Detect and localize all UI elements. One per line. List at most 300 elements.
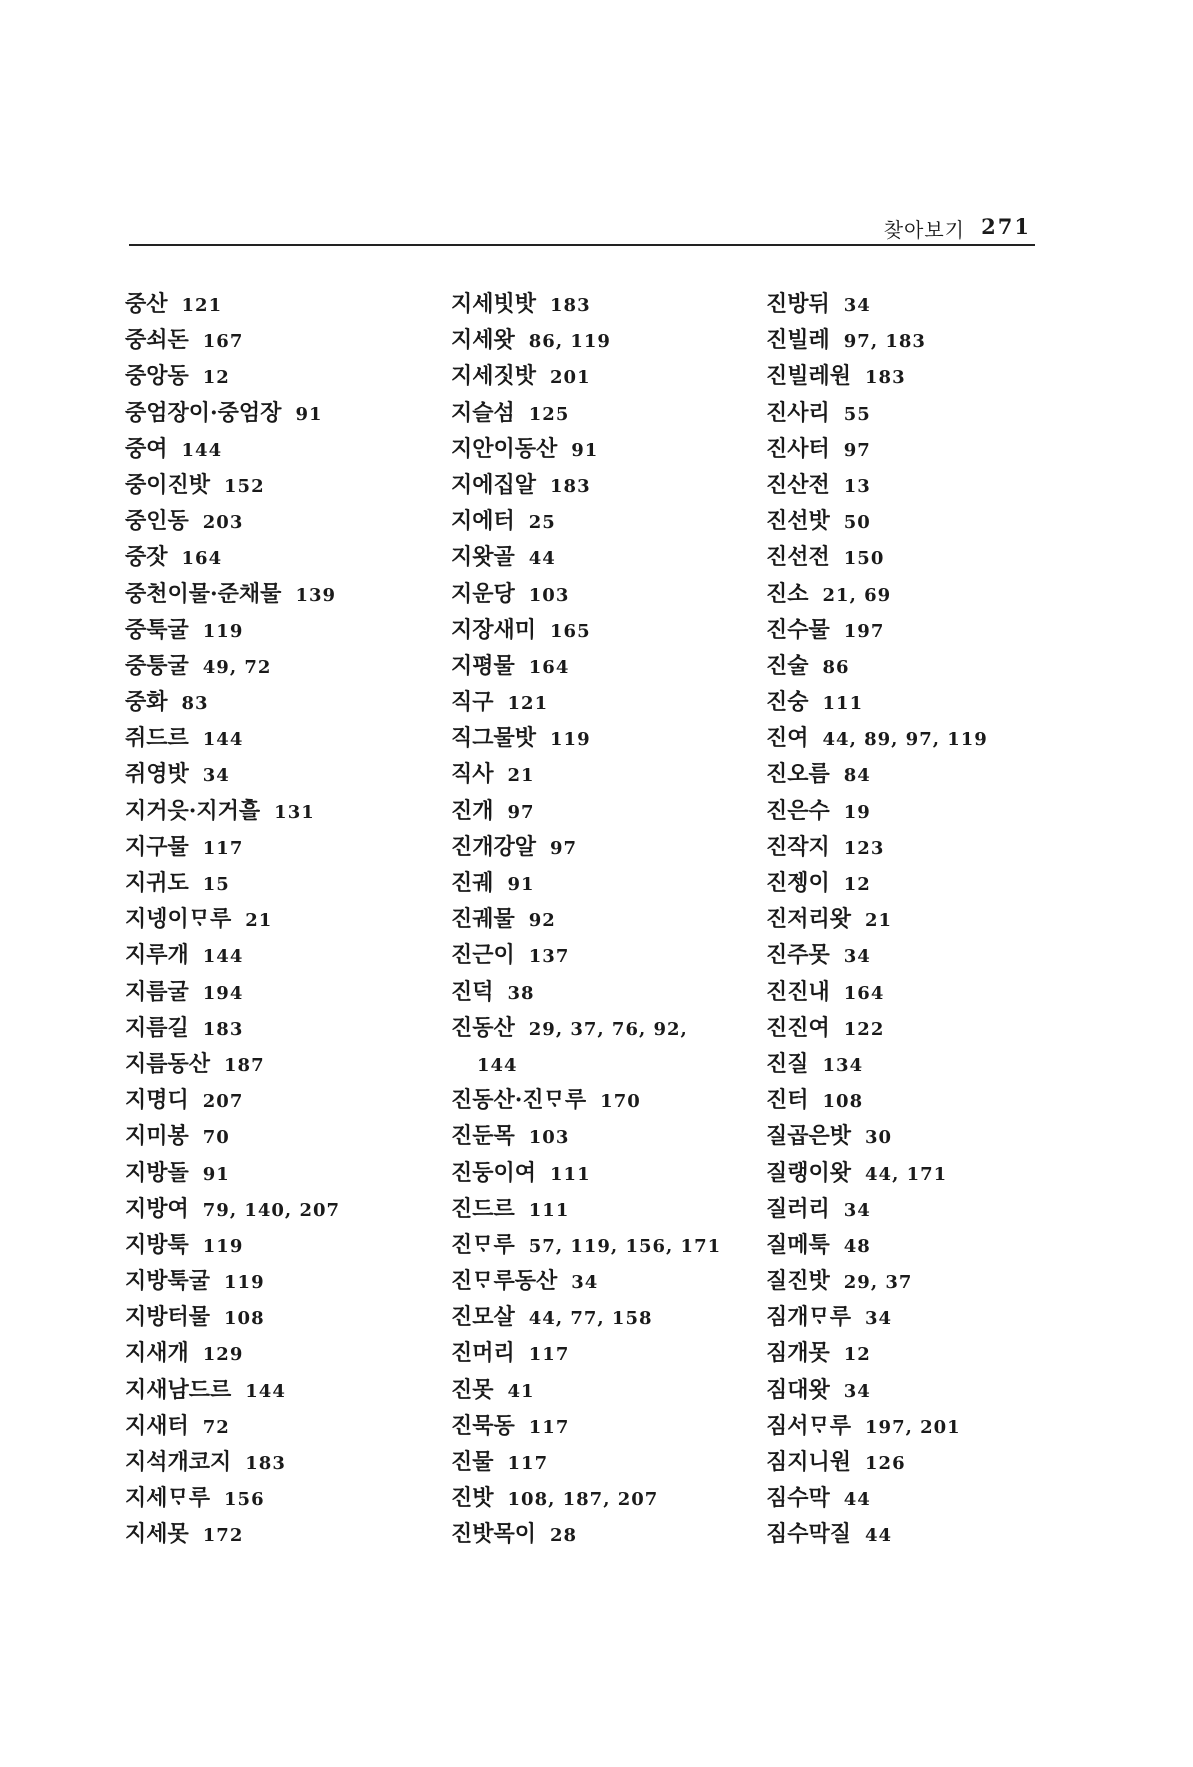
index-column-2: [451, 286, 761, 1553]
index-term: 지새터: [125, 1412, 189, 1439]
index-term: 진ᄆᆞ루: [451, 1231, 515, 1258]
index-term: 중인동: [125, 508, 189, 535]
index-entry: [125, 1335, 425, 1371]
index-term: 지름굴: [125, 978, 189, 1005]
index-pages: 197, 201: [865, 1416, 961, 1438]
index-pages: 108: [224, 1308, 265, 1330]
index-entry: [125, 1082, 425, 1118]
index-pages: 92: [528, 910, 556, 932]
index-entry: [125, 1227, 425, 1263]
index-pages: 21: [245, 910, 273, 932]
index-term: 진드르: [451, 1195, 515, 1222]
index-pages: 144: [202, 729, 244, 751]
index-entry: [766, 1155, 1046, 1191]
index-entry: [766, 974, 1046, 1010]
index-entry: [125, 1046, 425, 1082]
index-pages: 44: [843, 1489, 871, 1511]
index-entry: [451, 684, 761, 720]
index-entry: [766, 612, 1046, 648]
index-entry: [125, 865, 425, 901]
index-entry: [125, 612, 425, 648]
index-term: 진궤물: [451, 906, 515, 933]
index-pages: 44, 171: [865, 1163, 948, 1185]
index-entry: [766, 431, 1046, 467]
index-entry: [451, 1408, 761, 1444]
index-entry: [451, 974, 761, 1010]
index-entry: [766, 720, 1046, 756]
index-pages: 34: [865, 1308, 893, 1330]
index-pages: 131: [274, 801, 315, 823]
index-pages: 29, 37: [843, 1272, 913, 1294]
index-term: 지세못: [125, 1521, 189, 1548]
index-pages: 97: [550, 837, 578, 859]
index-pages: 150: [843, 548, 885, 570]
index-pages: 117: [528, 1344, 570, 1366]
index-term: 진진여: [766, 1014, 830, 1041]
index-entry: [451, 431, 761, 467]
index-pages: 139: [295, 584, 337, 606]
index-term: 진둥이여: [451, 1159, 537, 1186]
index-pages: 121: [507, 693, 549, 715]
index-term: 지넹이ᄆᆞ루: [125, 906, 232, 933]
index-pages: 108, 187, 207: [507, 1489, 659, 1511]
index-entry: [451, 1299, 761, 1335]
index-term: 지세빗밧: [451, 291, 537, 317]
index-term: 진젱이: [766, 870, 830, 896]
index-pages: 84: [843, 765, 871, 787]
index-entry: [451, 322, 761, 358]
index-entry: [766, 503, 1046, 539]
index-entry: [766, 1227, 1046, 1263]
index-pages: 152: [224, 475, 265, 497]
index-entry: [125, 431, 425, 467]
index-entry: [451, 865, 761, 901]
index-pages: 86, 119: [528, 331, 611, 353]
index-entry: [451, 1480, 761, 1516]
index-entry: [125, 1263, 425, 1299]
index-entry: [766, 793, 1046, 829]
index-entry: [766, 539, 1046, 575]
index-pages: 119: [550, 729, 591, 751]
index-pages: 164: [843, 982, 885, 1004]
index-term: 진은수: [766, 797, 830, 824]
index-entry: [451, 358, 761, 394]
index-entry: [451, 1046, 761, 1082]
index-pages: 44: [528, 548, 556, 570]
index-pages: 21, 69: [822, 584, 892, 606]
index-pages: 25: [528, 512, 556, 534]
index-entry: [766, 1372, 1046, 1408]
index-term: 진둔목: [451, 1123, 515, 1150]
index-entry: [451, 1372, 761, 1408]
index-pages: 164: [528, 656, 570, 678]
index-pages: 134: [822, 1054, 864, 1076]
index-term: 진ᄆᆞ루동산: [451, 1268, 558, 1295]
index-pages: 203: [202, 512, 244, 534]
index-pages: 207: [202, 1091, 244, 1113]
index-entry: [125, 1372, 425, 1408]
index-pages: 91: [571, 439, 599, 461]
index-entry: [451, 756, 761, 792]
index-entry: [125, 1444, 425, 1480]
index-pages: 97: [843, 439, 871, 461]
index-term: 지에집알: [451, 471, 537, 498]
index-pages: 125: [528, 403, 570, 425]
index-term: 중화: [125, 689, 168, 716]
index-term: 지구물: [125, 833, 189, 860]
index-entry: [451, 1010, 761, 1046]
index-pages: 172: [202, 1525, 244, 1547]
index-term: 지세왓: [451, 327, 515, 354]
index-entry: [451, 1335, 761, 1371]
index-term: 지에터: [451, 508, 515, 535]
index-term: 진빌레: [766, 327, 830, 354]
index-term: 진동산·진ᄆᆞ루: [451, 1087, 587, 1114]
index-term: 지름동산: [125, 1050, 211, 1077]
index-pages: 34: [843, 1380, 871, 1402]
index-entry: [125, 1155, 425, 1191]
index-pages: 122: [843, 1018, 885, 1040]
index-pages: 34: [843, 946, 871, 968]
index-term: 진질: [766, 1050, 809, 1077]
index-term: 중퉁굴: [125, 652, 189, 679]
index-term: 지새개: [125, 1340, 189, 1367]
index-pages: 201: [550, 367, 591, 389]
index-term: 진주못: [766, 942, 830, 969]
index-entry: [125, 1010, 425, 1046]
index-entry: [451, 1118, 761, 1154]
index-entry: [451, 395, 761, 431]
index-entry: [451, 1444, 761, 1480]
index-term: 진저리왓: [766, 906, 852, 933]
index-term: 진근이: [451, 942, 515, 969]
index-pages: 55: [843, 403, 871, 425]
index-entry: [125, 539, 425, 575]
index-pages: 167: [202, 331, 244, 353]
index-entry: [451, 720, 761, 756]
index-pages: 19: [843, 801, 871, 823]
index-term: 진궤: [451, 870, 494, 896]
index-term: 직구: [451, 689, 494, 716]
index-term: 진터: [766, 1087, 809, 1114]
index-term: 지장새미: [451, 616, 537, 643]
index-column-1: [125, 286, 425, 1553]
index-entry: [125, 576, 425, 612]
index-term: 진빌레원: [766, 363, 852, 390]
index-term: 짐개못: [766, 1340, 830, 1367]
index-entry: [125, 1480, 425, 1516]
index-pages: 119: [202, 1235, 244, 1257]
index-entry: [766, 395, 1046, 431]
index-pages: 187: [224, 1054, 265, 1076]
index-entry: [125, 648, 425, 684]
index-entry: [125, 358, 425, 394]
index-term: 지방여: [125, 1195, 189, 1222]
index-pages: 57, 119, 156, 171: [528, 1235, 722, 1257]
index-entry: [766, 467, 1046, 503]
index-entry: [766, 1444, 1046, 1480]
index-pages: 144: [245, 1380, 286, 1402]
index-pages: 34: [202, 765, 230, 787]
index-entry: [451, 576, 761, 612]
index-pages: 50: [843, 512, 871, 534]
index-entry: [766, 1010, 1046, 1046]
index-term: 지평물: [451, 652, 515, 679]
index-term: 지세짓밧: [451, 363, 537, 390]
index-term: 진모살: [451, 1304, 515, 1331]
index-entry: [766, 286, 1046, 322]
index-entry: [766, 358, 1046, 394]
index-entry: [766, 1335, 1046, 1371]
index-term: 지명디: [125, 1087, 189, 1114]
index-term: 진동산: [451, 1014, 515, 1041]
index-entry: [125, 1118, 425, 1154]
index-entry: [125, 720, 425, 756]
index-entry: [766, 684, 1046, 720]
index-pages: 21: [507, 765, 535, 787]
index-term: 진여: [766, 725, 809, 752]
index-pages: 41: [507, 1380, 535, 1402]
index-entry: [451, 286, 761, 322]
index-entry: [766, 756, 1046, 792]
index-pages: 103: [528, 1127, 570, 1149]
index-term: 짐개ᄆᆞ루: [766, 1304, 852, 1331]
index-pages: 86: [822, 656, 850, 678]
index-term: 진사터: [766, 435, 830, 462]
index-term: 진사리: [766, 399, 830, 426]
index-term: 짐대왓: [766, 1376, 830, 1403]
index-pages: 44, 89, 97, 119: [822, 729, 988, 751]
index-term: 지석개코지: [125, 1449, 232, 1475]
index-pages: 108: [822, 1091, 864, 1113]
index-term: 진오름: [766, 761, 830, 788]
index-term: 진밧목이: [451, 1521, 537, 1548]
index-term: 중천이물·준채물: [125, 580, 282, 607]
index-entry: [125, 286, 425, 322]
index-pages: 70: [202, 1127, 230, 1149]
index-entry: [451, 937, 761, 973]
index-term: 지름길: [125, 1014, 189, 1041]
index-pages: 13: [843, 475, 871, 497]
index-entry: [125, 974, 425, 1010]
index-pages: 79, 140, 207: [202, 1199, 341, 1221]
index-entry: [451, 539, 761, 575]
index-entry: [451, 1516, 761, 1552]
index-entry: [766, 1480, 1046, 1516]
index-pages: 30: [865, 1127, 893, 1149]
index-entry: [766, 1516, 1046, 1552]
index-entry: [451, 1191, 761, 1227]
running-title: 찾아보기: [883, 218, 965, 242]
index-term: 지안이동산: [451, 435, 558, 462]
index-term: 질곱은밧: [766, 1123, 852, 1150]
index-pages: 103: [528, 584, 570, 606]
index-term: 중툭굴: [125, 616, 189, 643]
index-term: 직그물밧: [451, 725, 537, 752]
index-term: 진묵동: [451, 1412, 515, 1439]
index-term: 쥐드르: [125, 725, 189, 752]
index-term: 직사: [451, 761, 494, 788]
index-pages: 183: [550, 295, 591, 316]
index-pages: 34: [843, 295, 871, 316]
index-pages: 97: [507, 801, 535, 823]
index-term: 지슬섬: [451, 399, 515, 426]
index-pages: 129: [202, 1344, 244, 1366]
index-entry: [766, 1046, 1046, 1082]
index-term: 중앙동: [125, 363, 189, 390]
index-entry: [125, 1516, 425, 1552]
index-entry: [125, 1191, 425, 1227]
index-term: 진선전: [766, 544, 830, 571]
index-pages: 21: [865, 910, 893, 932]
index-term: 지방터물: [125, 1304, 211, 1331]
index-entry: [125, 322, 425, 358]
index-pages: 183: [202, 1018, 244, 1040]
index-pages: 15: [202, 874, 230, 895]
index-term: 진물: [451, 1449, 494, 1475]
index-entry: [766, 648, 1046, 684]
index-pages: 165: [550, 620, 591, 642]
index-term: 진수물: [766, 616, 830, 643]
index-entry: [125, 395, 425, 431]
index-pages: 49, 72: [202, 656, 272, 678]
index-term: 중이진밧: [125, 471, 211, 498]
index-term: 지새남드르: [125, 1376, 232, 1403]
index-entry: [451, 1227, 761, 1263]
index-pages: 170: [600, 1091, 641, 1113]
index-term: 지방툭굴: [125, 1268, 211, 1295]
index-entry: [766, 1191, 1046, 1227]
index-term: 짐서ᄆᆞ루: [766, 1412, 852, 1439]
index-term: 지세ᄆᆞ루: [125, 1485, 211, 1512]
index-entry: [766, 937, 1046, 973]
index-pages: 44, 77, 158: [528, 1308, 653, 1330]
index-entry: [766, 576, 1046, 612]
index-term: 진덕: [451, 978, 494, 1005]
index-pages: 117: [202, 837, 244, 859]
index-pages: 111: [822, 693, 864, 715]
index-term: 중잣: [125, 544, 168, 571]
index-entry: [125, 901, 425, 937]
index-entry: [766, 1299, 1046, 1335]
index-pages: 126: [865, 1453, 906, 1474]
index-term: 진산전: [766, 471, 830, 498]
index-entry: [451, 467, 761, 503]
index-pages: 83: [181, 693, 209, 715]
index-entry: [766, 901, 1046, 937]
index-term: 진개: [451, 797, 494, 824]
index-entry: [125, 1408, 425, 1444]
index-term: 지방돌: [125, 1159, 189, 1186]
index-term: 진못: [451, 1376, 494, 1403]
index-term: 진술: [766, 652, 809, 679]
index-term: 진방뒤: [766, 291, 830, 317]
index-term: 질러리: [766, 1195, 830, 1222]
index-term: 진밧: [451, 1485, 494, 1512]
index-pages: 12: [202, 367, 230, 389]
index-entry: [766, 1082, 1046, 1118]
index-pages: 91: [507, 874, 535, 895]
index-term: 중엄장이·중엄장: [125, 399, 282, 426]
index-term: 진진내: [766, 978, 830, 1005]
index-pages: 34: [843, 1199, 871, 1221]
index-term: 진선밧: [766, 508, 830, 535]
index-term: 질진밧: [766, 1268, 830, 1295]
index-entry: [451, 612, 761, 648]
index-term: 질메툭: [766, 1231, 830, 1258]
index-entry: [451, 1155, 761, 1191]
index-pages: 183: [865, 367, 906, 389]
index-term: 진숭: [766, 689, 809, 716]
index-pages: 121: [181, 295, 223, 316]
index-term: 짐지니원: [766, 1449, 852, 1475]
index-pages: 38: [507, 982, 535, 1004]
index-entry: [766, 1263, 1046, 1299]
index-pages: 119: [202, 620, 244, 642]
index-term: 지귀도: [125, 870, 189, 896]
index-entry: [125, 467, 425, 503]
index-entry: [451, 901, 761, 937]
index-entry: [766, 1408, 1046, 1444]
index-pages: 34: [571, 1272, 599, 1294]
index-pages: 12: [843, 1344, 871, 1366]
index-term: 짐수막질: [766, 1521, 852, 1548]
index-pages: 194: [202, 982, 244, 1004]
index-entry: [125, 756, 425, 792]
index-pages: 117: [528, 1416, 570, 1438]
index-pages: 29, 37, 76, 92,: [528, 1018, 688, 1040]
index-term: 질랭이왓: [766, 1159, 852, 1186]
index-entry: [125, 1299, 425, 1335]
index-entry: [451, 829, 761, 865]
index-entry: [125, 937, 425, 973]
index-pages: 91: [295, 403, 323, 425]
index-pages: 144: [202, 946, 244, 968]
index-entry: [766, 865, 1046, 901]
index-entry: [125, 503, 425, 539]
index-pages: 28: [550, 1525, 578, 1547]
index-entry: [125, 829, 425, 865]
index-pages: 91: [202, 1163, 230, 1185]
page-header: [129, 208, 1035, 244]
index-pages: 156: [224, 1489, 265, 1511]
index-entry: [125, 793, 425, 829]
index-term: 지거읏·지거흘: [125, 797, 261, 824]
index-pages: 72: [202, 1416, 230, 1438]
index-term: 진머리: [451, 1340, 515, 1367]
index-pages: 48: [843, 1235, 871, 1257]
index-term: 중산: [125, 291, 168, 317]
index-pages: 183: [550, 475, 591, 497]
header-rule: [129, 244, 1035, 246]
index-pages: 164: [181, 548, 223, 570]
index-term: 쥐영밧: [125, 761, 189, 788]
index-entry: [451, 648, 761, 684]
index-term: 진소: [766, 580, 809, 607]
index-pages: 117: [507, 1453, 549, 1474]
index-term: 중여: [125, 435, 168, 462]
index-entry: [451, 1082, 761, 1118]
index-term: 지루개: [125, 942, 189, 969]
index-pages: 44: [865, 1525, 893, 1547]
index-term: 지미봉: [125, 1123, 189, 1150]
index-term: 진작지: [766, 833, 830, 860]
page-number: 271: [981, 214, 1031, 239]
index-pages: 111: [528, 1199, 570, 1221]
index-entry: [766, 829, 1046, 865]
index-column-3: [766, 286, 1046, 1553]
index-term: 지운당: [451, 580, 515, 607]
